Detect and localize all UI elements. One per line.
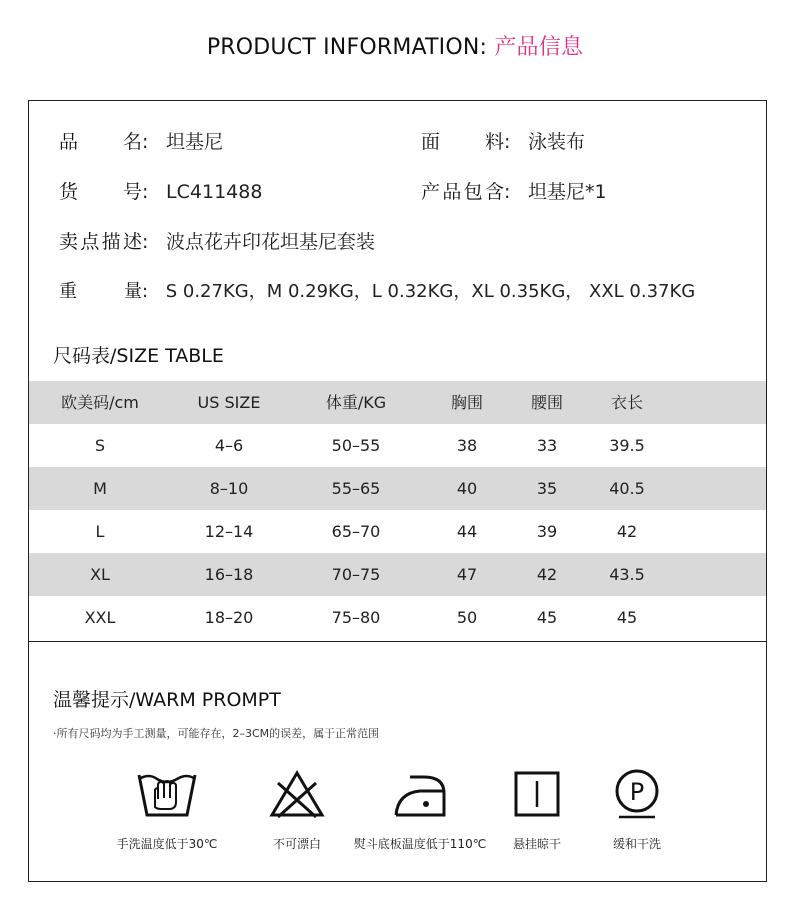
care-item-no-bleach bbox=[237, 769, 357, 852]
info-fabric-label: 面料 bbox=[421, 131, 504, 153]
care-label: 熨斗底板温度低于110℃ bbox=[353, 837, 487, 851]
table-cell: 40 bbox=[456, 479, 478, 498]
hang-dry-icon bbox=[513, 769, 561, 821]
header-title-cn: 产品信息 bbox=[494, 35, 584, 60]
table-cell: M bbox=[93, 479, 107, 498]
info-name-row: 品名: 坦基尼 bbox=[59, 128, 223, 156]
header-title-en: PRODUCT INFORMATION: bbox=[206, 35, 488, 60]
info-selling-point-row: 卖点描述: 波点花卉印花坦基尼套装 bbox=[59, 228, 375, 256]
info-contents-label: 产品包含 bbox=[421, 181, 504, 203]
info-contents-value: 坦基尼*1 bbox=[528, 181, 607, 203]
table-cell: 45 bbox=[536, 608, 558, 627]
svg-text:P: P bbox=[629, 778, 645, 806]
table-cell: 42 bbox=[536, 565, 558, 584]
table-cell: 65–70 bbox=[331, 522, 381, 541]
care-label: 悬挂晾干 bbox=[512, 837, 561, 851]
care-item-hang-dry bbox=[487, 769, 587, 852]
warm-prompt-title: 温馨提示/WARM PROMPT bbox=[53, 689, 281, 711]
table-cell: 44 bbox=[456, 522, 478, 541]
iron-low-icon bbox=[390, 769, 450, 821]
size-table-header: 腰围 bbox=[530, 393, 563, 412]
size-table-header: US SIZE bbox=[197, 393, 261, 412]
info-weight-value: S 0.27KG，M 0.29KG，L 0.32KG，XL 0.35KG， XXL 0.37KG bbox=[165, 281, 696, 302]
size-table-header-row bbox=[29, 381, 766, 424]
no-bleach-icon bbox=[268, 769, 326, 821]
table-cell: 39.5 bbox=[609, 436, 645, 455]
info-item-no-row: 货号: LC411488 bbox=[59, 178, 262, 206]
info-name-value: 坦基尼 bbox=[166, 131, 224, 153]
size-table-header: 胸围 bbox=[450, 393, 483, 412]
table-row bbox=[29, 553, 766, 596]
info-contents-row: 产品包含: 坦基尼*1 bbox=[421, 178, 607, 206]
info-item-no-label: 货号 bbox=[59, 181, 142, 203]
care-item-hand-wash bbox=[97, 769, 237, 852]
size-table-header: 欧美码/cm bbox=[61, 393, 139, 412]
table-cell: 75–80 bbox=[331, 608, 381, 627]
gentle-dry-clean-icon bbox=[611, 769, 663, 821]
table-cell: 40.5 bbox=[609, 479, 645, 498]
table-cell: 16–18 bbox=[204, 565, 254, 584]
table-cell: 47 bbox=[456, 565, 478, 584]
table-cell: 8–10 bbox=[209, 479, 249, 498]
info-fabric-value: 泳装布 bbox=[528, 131, 586, 153]
info-fabric-row: 面料: 泳装布 bbox=[421, 128, 585, 156]
table-row bbox=[29, 596, 766, 639]
table-cell: 18–20 bbox=[204, 608, 254, 627]
table-cell: S bbox=[94, 436, 106, 455]
product-info-box bbox=[28, 100, 767, 882]
care-item-iron bbox=[347, 769, 493, 852]
info-selling-point-label: 卖点描述 bbox=[59, 231, 142, 253]
info-weight-label: 重量 bbox=[59, 281, 142, 302]
size-table bbox=[29, 381, 766, 639]
table-cell: 35 bbox=[536, 479, 558, 498]
size-table-header: 体重/KG bbox=[325, 393, 387, 412]
table-cell: XXL bbox=[84, 608, 116, 627]
care-label: 不可漂白 bbox=[272, 837, 321, 851]
care-label: 缓和干洗 bbox=[612, 837, 661, 851]
size-table-title: 尺码表/SIZE TABLE bbox=[53, 345, 224, 367]
table-cell: 45 bbox=[616, 608, 638, 627]
table-row bbox=[29, 424, 766, 467]
table-cell: 39 bbox=[536, 522, 558, 541]
table-cell: L bbox=[95, 522, 105, 541]
info-name-label: 品名 bbox=[59, 131, 142, 153]
table-row bbox=[29, 467, 766, 510]
table-cell: 43.5 bbox=[609, 565, 645, 584]
table-cell: 50 bbox=[456, 608, 478, 627]
table-cell: 50–55 bbox=[331, 436, 381, 455]
info-weight-row: 重量: S 0.27KG，M 0.29KG，L 0.32KG，XL 0.35KG， XXL 0.37KG bbox=[59, 278, 695, 306]
table-cell: 42 bbox=[616, 522, 638, 541]
table-cell: XL bbox=[90, 565, 110, 584]
measurement-note: ·所有尺码均为手工测量，可能存在，2–3CM的误差，属于正常范围 bbox=[53, 727, 380, 740]
hand-wash-icon bbox=[135, 769, 199, 821]
table-cell: 33 bbox=[536, 436, 558, 455]
size-table-header: 衣长 bbox=[610, 393, 643, 412]
table-cell: 38 bbox=[456, 436, 478, 455]
info-item-no-value: LC411488 bbox=[166, 181, 263, 203]
care-label: 手洗温度低于30℃ bbox=[116, 837, 218, 851]
care-item-dry-clean bbox=[587, 769, 687, 852]
page-header bbox=[0, 30, 790, 61]
table-cell: 55–65 bbox=[331, 479, 381, 498]
info-selling-point-value: 波点花卉印花坦基尼套装 bbox=[166, 231, 376, 253]
table-cell: 12–14 bbox=[204, 522, 254, 541]
table-cell: 70–75 bbox=[331, 565, 381, 584]
table-cell: 4–6 bbox=[214, 436, 244, 455]
table-row bbox=[29, 510, 766, 553]
section-divider bbox=[29, 641, 766, 642]
